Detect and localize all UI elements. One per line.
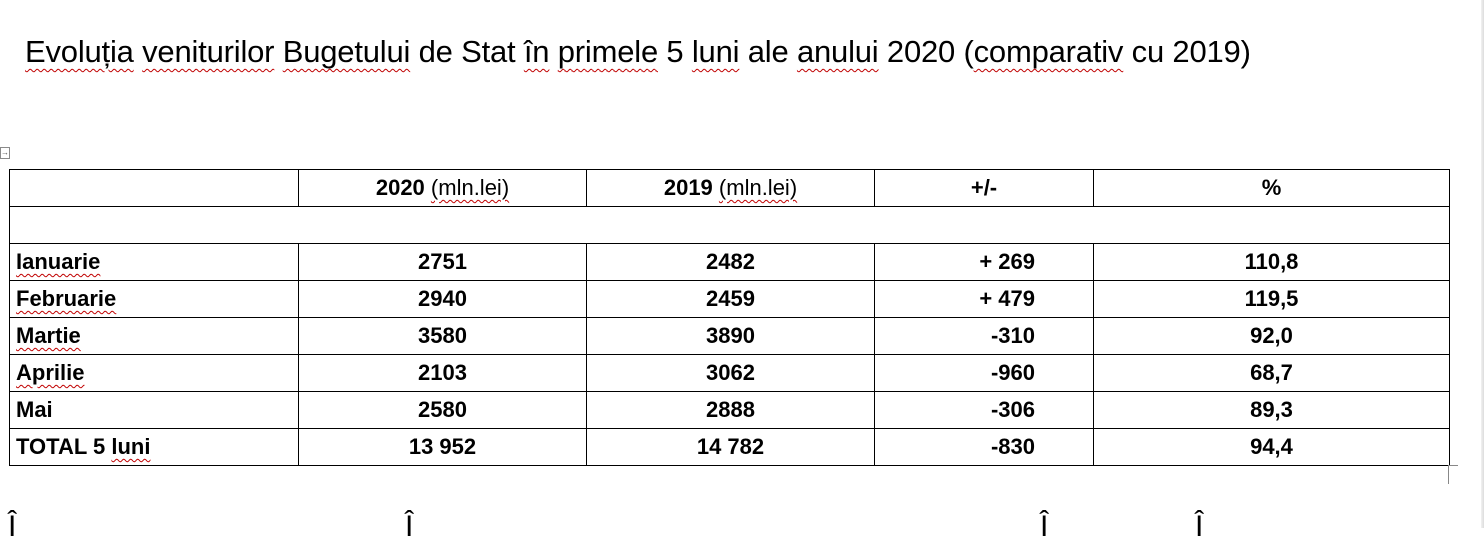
header-cell-empty [10, 170, 299, 207]
header-cell-diff: +/- [875, 170, 1094, 207]
month-label: Mai [16, 397, 53, 422]
total-label-word: luni [111, 434, 151, 459]
header-unit-2020: (mln.lei) [430, 175, 510, 200]
table-header-row [10, 170, 1450, 207]
cutoff-glyph: Î [405, 510, 414, 543]
month-cell [10, 281, 299, 318]
diff-cell: -310 [875, 318, 1094, 355]
month-cell [10, 355, 299, 392]
percent-cell: 68,7 [1094, 355, 1450, 392]
month-label: Martie [16, 323, 81, 348]
value-2019-cell: 2482 [587, 244, 875, 281]
total-2019-cell: 14 782 [587, 429, 875, 466]
table-move-handle[interactable]: → [1, 148, 9, 157]
percent-cell: 89,3 [1094, 392, 1450, 429]
table-row [10, 244, 1450, 281]
cutoff-glyph: Î [1195, 510, 1204, 543]
value-2020-cell: 2580 [299, 392, 587, 429]
diff-cell: + 269 [875, 244, 1094, 281]
title-word: în [523, 34, 550, 69]
table-row [10, 281, 1450, 318]
table-total-row [10, 429, 1450, 466]
cutoff-glyph: Î [1040, 510, 1049, 543]
month-cell [10, 318, 299, 355]
title-word: comparativ [973, 34, 1124, 69]
table-row [10, 392, 1450, 429]
month-label: Ianuarie [16, 249, 101, 274]
diff-cell: -960 [875, 355, 1094, 392]
header-year-2019: 2019 [663, 175, 713, 200]
percent-cell: 110,8 [1094, 244, 1450, 281]
header-cell-percent: % [1094, 170, 1450, 207]
value-2020-cell: 2940 [299, 281, 587, 318]
percent-cell: 92,0 [1094, 318, 1450, 355]
month-label: Februarie [16, 286, 117, 311]
total-label: TOTAL 5 [16, 434, 112, 459]
header-unit-2019: (mln.lei) [718, 175, 798, 200]
document-title [25, 30, 1251, 74]
title-text: de Stat [410, 34, 524, 69]
total-2020-cell: 13 952 [299, 429, 587, 466]
month-cell [10, 244, 299, 281]
table-row [10, 355, 1450, 392]
total-diff-cell: -830 [875, 429, 1094, 466]
title-text: 5 [658, 34, 692, 69]
title-text: ale [739, 34, 797, 69]
value-2020-cell: 2751 [299, 244, 587, 281]
diff-cell: -306 [875, 392, 1094, 429]
title-word: veniturilor [142, 34, 275, 69]
header-year-2020: 2020 [375, 175, 425, 200]
month-label: Aprilie [16, 360, 85, 385]
title-text: 2020 ( [878, 34, 974, 69]
revenue-table [9, 169, 1450, 466]
title-word: Evoluția [25, 34, 134, 69]
title-text [549, 34, 557, 69]
title-text [134, 34, 142, 69]
title-word: luni [691, 34, 740, 69]
diff-cell: + 479 [875, 281, 1094, 318]
total-percent-cell: 94,4 [1094, 429, 1450, 466]
spacer-cell [10, 207, 1450, 244]
header-cell-2020 [299, 170, 587, 207]
title-word: primele [557, 34, 658, 69]
percent-cell: 119,5 [1094, 281, 1450, 318]
cutoff-glyph: Î [8, 510, 17, 543]
title-text [274, 34, 282, 69]
value-2020-cell: 3580 [299, 318, 587, 355]
value-2019-cell: 3062 [587, 355, 875, 392]
title-text: cu 2019) [1123, 34, 1251, 69]
value-2020-cell: 2103 [299, 355, 587, 392]
value-2019-cell: 2459 [587, 281, 875, 318]
total-label-cell [10, 429, 299, 466]
header-cell-2019 [587, 170, 875, 207]
table-spacer-row [10, 207, 1450, 244]
title-word: anului [796, 34, 879, 69]
title-word: Bugetului [282, 34, 411, 69]
table-end-marker [1448, 465, 1458, 484]
table-row [10, 318, 1450, 355]
next-line-cutoff [0, 510, 1484, 543]
value-2019-cell: 2888 [587, 392, 875, 429]
value-2019-cell: 3890 [587, 318, 875, 355]
month-cell [10, 392, 299, 429]
